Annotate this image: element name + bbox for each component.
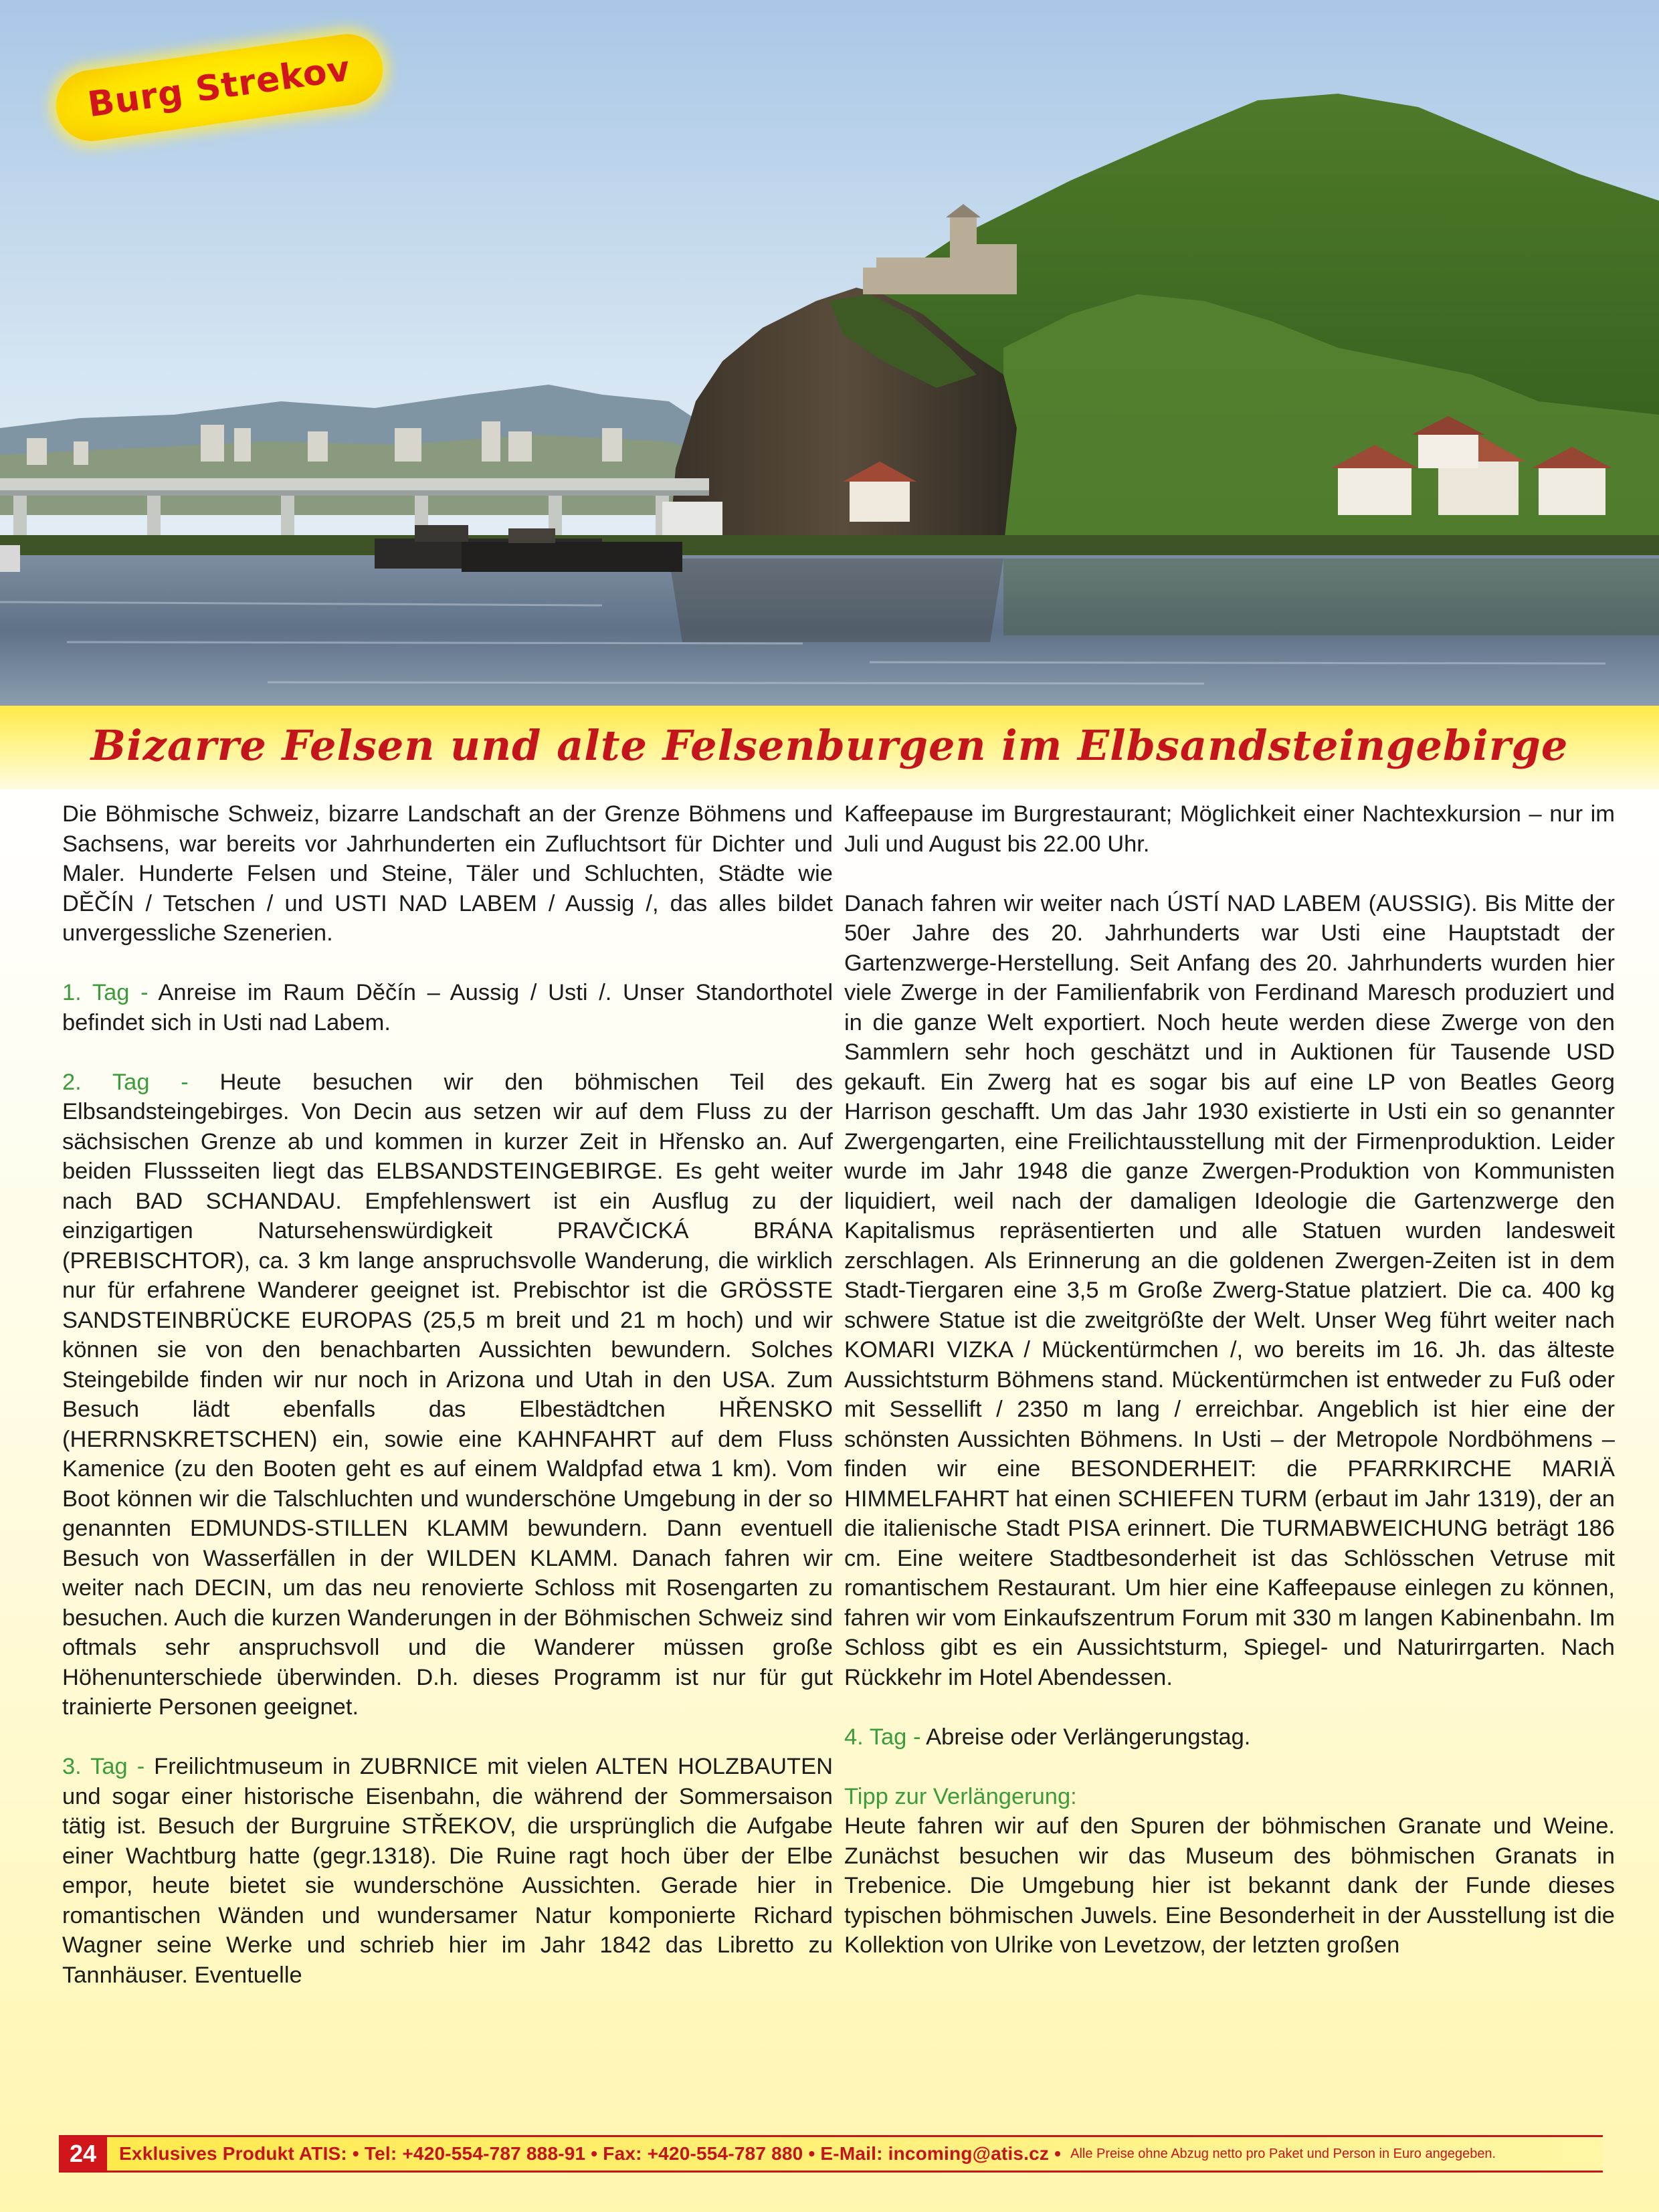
paragraph-text: Kaffeepause im Burgrestaurant; Möglichkeit einer Nachtexkursion – nur im Juli und August bis 22.00 Uhr. bbox=[844, 801, 1615, 857]
day-3-continued-paragraph bbox=[844, 799, 1615, 859]
footer-contact-text: Exklusives Produkt ATIS: • Tel: +420-554-787 888-91 • Fax: +420-554-787 880 • E-Mail: incoming@atis.cz • bbox=[119, 2143, 1062, 2164]
page-number: 24 bbox=[59, 2137, 107, 2171]
left-text-column bbox=[62, 799, 833, 1990]
page-headline: Bizarre Felsen und alte Felsenburgen im Elbsandsteingebirge bbox=[90, 721, 1569, 770]
day-3-text: Freilichtmuseum in ZUBRNICE mit vielen ALTEN HOLZBAUTEN und sogar einer historische Eisenbahn, die während der Sommersaison tätig ist. Besuch der Burgruine STŘEKOV, die ursprünglich die Aufgabe einer Wachtburg hatte (gegr.1318). Die Ruine ragt hoch über der Elbe empor, heute bietet sie wunderschöne Aussichten. Gerade hier in romantischen Wänden und wundersamer Natur komponierte Richard Wagner seine Werke und schrieb hier im Jahr 1842 das Libretto zu Tannhäuser. Eventuelle bbox=[62, 1754, 833, 1988]
day-2-label: 2. Tag - bbox=[62, 1069, 220, 1095]
photo-caption-badge: Burg Strekov bbox=[52, 29, 387, 145]
day-3-paragraph bbox=[62, 1752, 833, 1990]
right-text-column bbox=[844, 799, 1615, 1960]
day-1-label: 1. Tag - bbox=[62, 980, 159, 1005]
day-4-paragraph bbox=[844, 1722, 1615, 1752]
intro-paragraph bbox=[62, 799, 833, 948]
paragraph-text: Danach fahren wir weiter nach ÚSTÍ NAD LABEM (AUSSIG). Bis Mitte der 50er Jahre des 20. Jahrhunderts war Usti eine Hauptstadt der Gartenzwerge-Herstellung. Seit Anfang des 20. Jahrhunderts wurden hier viele Zwerge in der Familienfabrik von Ferdinand Maresch produziert und in die ganze Welt exportiert. Noch heute werden diese Zwerge von den Sammlern sehr hoch geschätzt und in Auktionen für Tausende USD gekauft. Ein Zwerg hat es sogar bis auf eine LP von Beatles Georg Harrison geschafft. Um das Jahr 1930 existierte in Usti ein so genannter Zwergengarten, eine Freilichtausstellung mit der Firmenproduktion. Leider wurde im Jahr 1948 die ganze Zwergen-Produktion von Kommunisten liquidiert, weil nach der damaligen Ideologie die Gartenzwerge den Kapitalismus repräsentierten und alle Statuen wurden landesweit zerschlagen. Als Erinnerung an die goldenen Zwergen-Zeiten ist in dem Stadt-Tiergaren eine 3,5 m Große Zwerg-Statue platziert. Die ca. 400 kg schwere Statue ist die zweitgrößte der Welt. Unser Weg führt weiter nach KOMARI VIZKA / Mückentürmchen /, wo bereits im 16. Jh. das älteste Aussichtsturm Böhmens stand. Mückentürmchen ist entweder zu Fuß oder mit Sessellift / 2350 m lang / erreichbar. Angeblich ist hier eine der schönsten Aussichten Böhmens. In Usti – der Metropole Nordböhmens – finden wir eine BESONDERHEIT: die PFARRKIRCHE MARIÄ HIMMELFAHRT hat einen SCHIEFEN TURM (erbaut im Jahr 1319), der an die italienische Stadt PISA erinnert. Die TURMABWEICHUNG beträgt 186 cm. Eine weitere Stadtbesonderheit ist das Schlösschen Vetruse mit romantischem Restaurant. Um hier eine Kaffeepause einlegen zu können, fahren wir vom Einkaufszentrum Forum mit 330 m langen Kabinenbahn. Im Schloss gibt es ein Aussichtsturm, Spiegel- und Naturirrgarten. Nach Rückkehr im Hotel Abendessen. bbox=[844, 890, 1615, 1690]
day-2-text: Heute besuchen wir den böhmischen Teil des Elbsandsteingebirges. Von Decin aus setzen wir auf dem Fluss zu der sächsischen Grenze ab und kommen in kurzer Zeit in Hřensko an. Auf beiden Flussseiten liegt das ELBSANDSTEINGEBIRGE. Es geht weiter nach BAD SCHANDAU. Empfehlenswert ist ein Ausflug zu der einzigartigen Natursehenswürdigkeit PRAVČICKÁ BRÁNA (PREBISCHTOR), ca. 3 km lange anspruchsvolle Wanderung, die wirklich nur für erfahrene Wanderer geeignet ist. Prebischtor ist die GRÖSSTE SANDSTEINBRÜCKE EUROPAS (25,5 m breit und 21 m hoch) und wir können sie von den benachbarten Aussichten bewundern. Solches Steingebilde finden wir nur noch in Arizona und Utah in den USA. Zum Besuch lädt ebenfalls das Elbestädtchen HŘENSKO (HERRNSKRETSCHEN) ein, sowie eine KAHNFAHRT auf dem Fluss Kamenice (zu den Booten geht es auf einem Waldpfad etwa 1 km). Vom Boot können wir die Talschluchten und wunderschöne Umgebung in der so genannten EDMUNDS-STILLEN KLAMM bewundern. Dann eventuell Besuch von Wasserfällen in der WILDEN KLAMM. Danach fahren wir weiter nach DECIN, um das neu renovierte Schloss mit Rosengarten zu besuchen. Auch die kurzen Wanderungen in der Böhmischen Schweiz sind oftmals sehr anspruchsvoll und die Wanderer müssen große Höhenunterschiede überwinden. D.h. dieses Programm ist nur für gut trainierte Personen geeignet. bbox=[62, 1069, 833, 1720]
page-footer bbox=[59, 2135, 1603, 2173]
extension-tip-label: Tipp zur Verlängerung: bbox=[844, 1783, 1077, 1809]
day-4-label: 4. Tag - bbox=[844, 1724, 926, 1750]
day-2-paragraph bbox=[62, 1068, 833, 1722]
day-1-paragraph bbox=[62, 978, 833, 1037]
extension-tip-text: Heute fahren wir auf den Spuren der böhmischen Granate und Weine. Zunächst besuchen wir das Museum des böhmischen Granats in Trebenice. Die Umgebung hier ist bekannt dank der Funde dieses typischen böhmischen Juwels. Eine Besonderheit in der Ausstellung ist die Kollektion von Ulrike von Levetzow, der letzten großen bbox=[844, 1813, 1615, 1958]
usti-paragraph bbox=[844, 889, 1615, 1693]
extension-tip-paragraph bbox=[844, 1782, 1615, 1960]
footer-price-note: Alle Preise ohne Abzug netto pro Paket und Person in Euro angegeben. bbox=[1070, 2146, 1496, 2161]
day-1-text: Anreise im Raum Děčín – Aussig / Usti /. Unser Standorthotel befindet sich in Usti nad Labem. bbox=[62, 980, 833, 1035]
day-3-label: 3. Tag - bbox=[62, 1754, 155, 1779]
day-4-text: Abreise oder Verlängerungstag. bbox=[926, 1724, 1251, 1750]
paragraph-text: Die Böhmische Schweiz, bizarre Landschaft an der Grenze Böhmens und Sachsens, war bereits vor Jahrhunderten ein Zufluchtsort für Dichter und Maler. Hunderte Felsen und Steine, Täler und Schluchten, Städte wie DĚČÍN / Tetschen / und USTI NAD LABEM / Aussig /, das alles bildet unvergessliche Szenerien. bbox=[62, 801, 833, 946]
